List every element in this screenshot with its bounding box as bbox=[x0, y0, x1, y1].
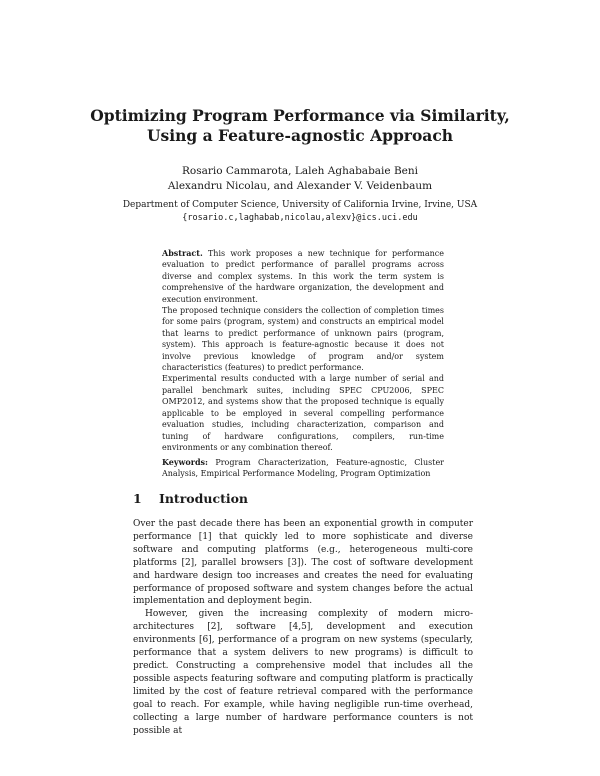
title-line-2: Using a Feature-agnostic Approach bbox=[146, 126, 454, 145]
keywords-label: Keywords: bbox=[162, 457, 209, 467]
keywords bbox=[162, 457, 444, 480]
authors-line-2: Alexandru Nicolau, and Alexander V. Veidenbaum bbox=[167, 180, 433, 192]
body-paragraph-2: However, given the increasing complexity of modern micro-architectures [2], software [4,5], development and execution environments [6], performance of a program on new systems (specularly, performance that a system delivers to new programs) is difficult to predict. Constructing a comprehensive model that includes all the possible aspects featuring software and computing platform is practically limited by the cost of feature retrieval compared with the performance goal to reach. For example, while having negligible run-time overhead, collecting a large number of hardware performance counters is not possible at bbox=[133, 609, 473, 736]
authors-line-1: Rosario Cammarota, Laleh Aghababaie Beni bbox=[181, 165, 419, 177]
abstract-label: Abstract. bbox=[162, 248, 203, 258]
body-paragraph-1: Over the past decade there has been an exponential growth in computer performance [1] that quickly led to more sophisticate and diverse software and computing platforms (e.g., heterogeneous multi-core platforms [2], parallel browsers [3]). The cost of software development and hardware design too increases and creates the need for evaluating performance of proposed software and system changes before the actual implementation and deployment begin. bbox=[133, 519, 473, 607]
abstract-paragraph-1 bbox=[162, 248, 444, 305]
title-line-1: Optimizing Program Performance via Similarity, bbox=[90, 106, 510, 125]
section-body bbox=[133, 518, 473, 737]
abstract-paragraph-2: The proposed technique considers the collection of completion times for some pairs (program, system) and constructs an empirical model that learns to predict performance of unknown pairs (program, system). This approach is feature-agnostic because it does not involve previous knowledge of program and/or system characteristics (features) to predict performance. bbox=[162, 306, 444, 373]
abstract bbox=[162, 248, 444, 453]
author-list bbox=[60, 164, 540, 194]
abstract-text-1: This work proposes a new technique for performance evaluation to predict performance of parallel programs across diverse and complex systems. In this work the term system is comprehensive of the hardware organization, the development and execution environment. bbox=[162, 249, 445, 304]
section-title: Introduction bbox=[159, 491, 249, 506]
affiliation: Department of Computer Science, University of California Irvine, Irvine, USA bbox=[122, 200, 478, 210]
section-heading bbox=[133, 491, 248, 506]
affiliation-block bbox=[60, 199, 540, 224]
keywords-text: Program Characterization, Feature-agnostic, Cluster Analysis, Empirical Performance Modeling, Program Optimization bbox=[162, 458, 445, 479]
section-number: 1 bbox=[133, 491, 142, 506]
abstract-paragraph-3: Experimental results conducted with a large number of serial and parallel benchmark suites, including SPEC CPU2006, SPEC OMP2012, and systems show that the proposed technique is equally applicable to be employed in several compelling performance evaluation studies, including characterization, comparison and tuning of hardware configurations, compilers, run-time environments or any combination thereof. bbox=[162, 374, 444, 452]
paper-title bbox=[60, 106, 540, 146]
author-emails: {rosario.c,laghabab,nicolau,alexv}@ics.uci.edu bbox=[182, 212, 418, 223]
